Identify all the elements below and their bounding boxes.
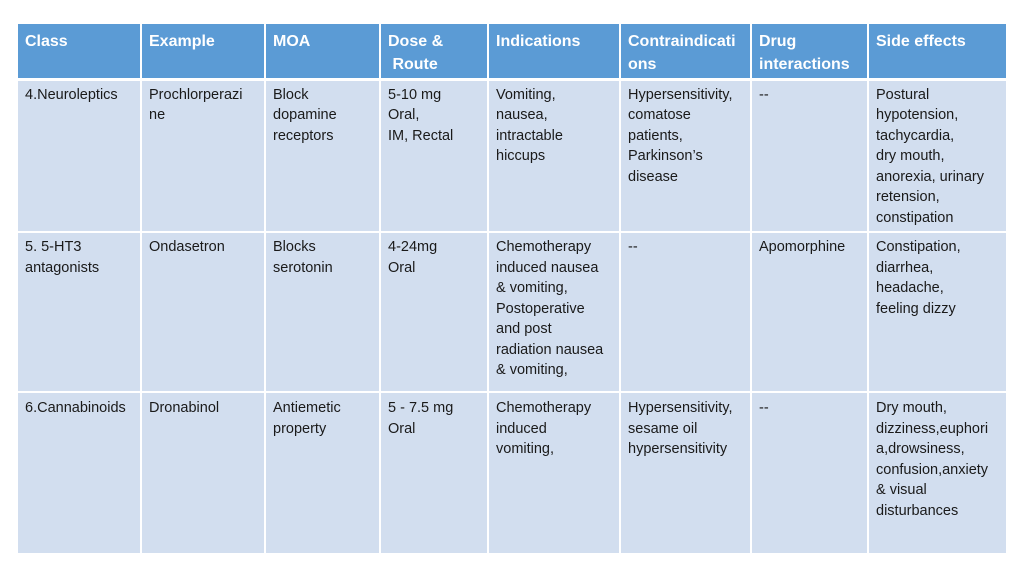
cell-indications: Chemotherapy induced vomiting, (488, 392, 620, 554)
header-moa (265, 24, 380, 79)
cell-class: 5. 5-HT3 antagonists (18, 232, 141, 392)
cell-moa: Blocks serotonin (265, 232, 380, 392)
cell-contraindications: Hypersensitivity, comatose patients, Parkinson’s disease (620, 79, 751, 232)
header-dose-route (380, 24, 488, 79)
cell-side-effects: Constipation, diarrhea, headache, feeling dizzy (868, 232, 1006, 392)
header-side-effects (868, 24, 1006, 79)
header-dose-route-label: Dose & Route (388, 33, 444, 73)
header-moa-label: MOA (273, 33, 311, 50)
header-drug-interactions (751, 24, 868, 79)
cell-dose-route: 5 - 7.5 mg Oral (380, 392, 488, 554)
cell-example: Dronabinol (141, 392, 265, 554)
cell-moa: Antiemetic property (265, 392, 380, 554)
cell-dose-route: 4-24mg Oral (380, 232, 488, 392)
table-header-row (18, 24, 1006, 79)
antiemetic-drug-table (18, 24, 1006, 555)
header-contraindications (620, 24, 751, 79)
cell-contraindications: -- (620, 232, 751, 392)
cell-drug-interactions: Apomorphine (751, 232, 868, 392)
table-row (18, 232, 1006, 392)
cell-indications: Vomiting, nausea, intractable hiccups (488, 79, 620, 232)
header-indications-label: Indications (496, 33, 581, 50)
header-contraindications-label: Contraindicati ons (628, 33, 736, 73)
cell-example: Ondasetron (141, 232, 265, 392)
cell-drug-interactions: -- (751, 392, 868, 554)
header-indications (488, 24, 620, 79)
header-side-effects-label: Side effects (876, 33, 966, 50)
table-row (18, 392, 1006, 554)
cell-class: 6.Cannabinoids (18, 392, 141, 554)
header-example (141, 24, 265, 79)
header-drug-interactions-label: Drug interactions (759, 33, 850, 73)
header-class (18, 24, 141, 79)
cell-contraindications: Hypersensitivity, sesame oil hypersensitivity (620, 392, 751, 554)
cell-example: Prochlorperazi ne (141, 79, 265, 232)
header-class-label: Class (25, 33, 68, 50)
cell-dose-route: 5-10 mg Oral, IM, Rectal (380, 79, 488, 232)
cell-moa: Block dopamine receptors (265, 79, 380, 232)
header-example-label: Example (149, 33, 215, 50)
cell-side-effects: Postural hypotension, tachycardia, dry mouth, anorexia, urinary retension, constipation (868, 79, 1006, 232)
cell-indications: Chemotherapy induced nausea & vomiting, Postoperative and post radiation nausea & vomiting, (488, 232, 620, 392)
table-row (18, 79, 1006, 232)
cell-side-effects: Dry mouth, dizziness,euphori a,drowsiness, confusion,anxiety & visual disturbances (868, 392, 1006, 554)
cell-class: 4.Neuroleptics (18, 79, 141, 232)
cell-drug-interactions: -- (751, 79, 868, 232)
